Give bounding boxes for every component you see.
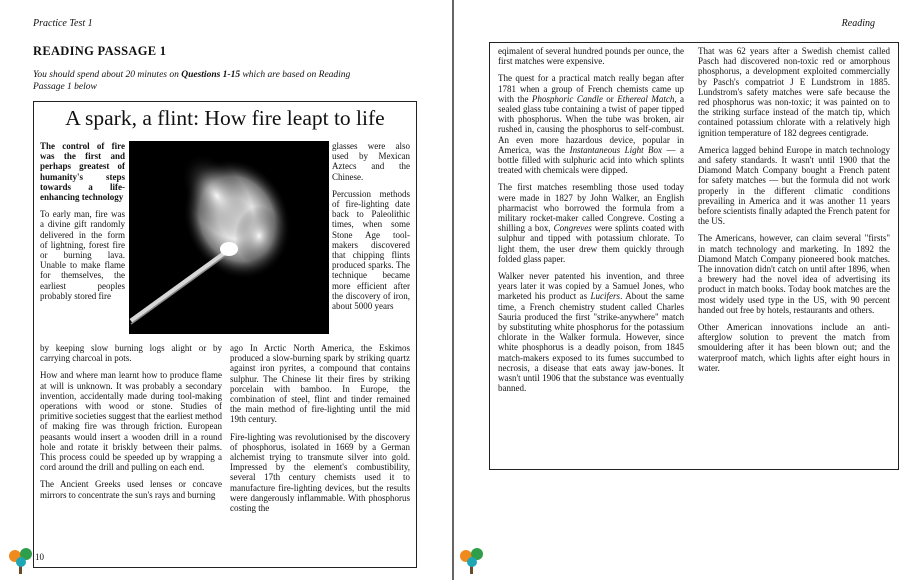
running-header-left: Practice Test 1 (33, 18, 93, 29)
text: The first matches resembling those used today were made in 1827 by John Walker, an English pharmacist who borrowed the formula from a military rocket-maker called Congreve. Costing a shilling a box, (498, 182, 684, 234)
paragraph: Fire-lighting was revolutionised by the discovery of phosphorus, isolated in 1669 by a German alchemist trying to transmute silver into gold. Impressed by the element's combustibility, several 17th century chemists used it to manufacture fire-lighting devices, but the results were dangerously inflammable. With phosphorus costing the (230, 431, 410, 514)
paragraph: Percussion methods of fire-lighting date back to Paleolithic times, when some Stone Age tool-makers discovered that chipping flints produced sparks. The technique became more efficient after the discovery of iron, about 5000 years (332, 188, 410, 312)
paragraph: How and where man learnt how to produce flame at will is unknown. It was probably a secondary invention, accidentally made during tool-making operations with wood or stone. Studies of primitive societies suggest that the earliest method of making fire was through friction. European peasants would insert a wooden drill in a round hole and rotate it briskly between their palms. This process could be speeded up by wrapping a cord around the drill and pulling on each end. (40, 370, 222, 473)
paragraph: That was 62 years after a Swedish chemist called Pasch had discovered non-toxic red or amorphous phosphorus, a development exploited commercially by Pasch's compatriot J E Lundstrom in 1885. Lundstrom's safety matches were safe because the red phosphorus was non-toxic; it was painted on to the striking surface instead of the match tip, which contained potassium chlorate with a relatively high ignition temperature of 182 degrees centigrade. (698, 46, 890, 138)
italic-term: Phosphoric Candle (531, 93, 603, 104)
paragraph: Other American innovations include an anti-afterglow solution to prevent the match from smouldering after it has been blown out; and the waterproof match, which lights after eight hours in water. (698, 322, 890, 373)
italic-term: Lucifers (590, 291, 621, 302)
right-col2 (698, 46, 890, 380)
italic-term: Instantaneous Light Box (569, 144, 663, 155)
paragraph (498, 73, 684, 175)
text: — a bottle filled with sulphuric acid into which splints treated with chemicals were dipped. (498, 144, 684, 176)
instruction-questions: Questions 1-15 (181, 70, 241, 80)
section-title: READING PASSAGE 1 (33, 44, 167, 58)
right-col1 (498, 46, 684, 401)
text: . About the same time, a French chemistry student called Charles Sauria produced the first "strike-anywhere" match by substituting white phosphorus for the potassium chlorate in the Walker formula. However, since white phosphorus is a deadly poison, from 1845 match-makers exposed to its fumes succumbed to necrosis, a disease that eats away jaw-bones. It wasn't until 1906 that the substance was eventually banned. (498, 291, 684, 394)
col1-lower (40, 343, 222, 507)
paragraph (498, 271, 684, 393)
page-number: 10 (35, 552, 44, 562)
match-flame-photo (129, 141, 329, 334)
paragraph: eqimalent of several hundred pounds per ounce, the first matches were expensive. (498, 46, 684, 67)
instruction-post: which are based on Reading Passage 1 below (33, 70, 351, 92)
text: Walker never patented his invention, and three years later it was copied by a Samuel Jones, who marketed his product as (498, 271, 684, 302)
text: or (602, 93, 618, 104)
article-continuation-box (489, 42, 899, 470)
lead-paragraph: The control of fire was the first and perhaps greatest of humanity's steps towards a life-enhancing technology (40, 141, 125, 203)
paragraph: glasses were also used by Mexican Aztecs and the Chinese. (332, 141, 410, 182)
col2-wrapped (332, 141, 410, 318)
article-title: A spark, a flint: How fire leapt to life (65, 106, 385, 130)
paragraph: The Americans, however, can claim several "firsts" in match technology and marketing. In 1892 the Diamond Match Company pioneered book matches. The innovation didn't catch on until after 1896, when a brewery had the novel idea of advertising its product in match books. Today book matches are the most widely used type in the US, with 90 percent handed out free by hotels, restaurants and others. (698, 233, 890, 315)
tree-logo-icon (457, 545, 487, 575)
paragraph: ago In Arctic North America, the Eskimos produced a slow-burning spark by striking quartz against iron pyrites, a compound that contains sulphur. The Chinese lit their fires by striking porcelain with bamboo. In Europe, the combination of steel, flint and tinder remained the main method of fire-lighting until the mid 19th century. (230, 343, 410, 425)
tree-logo-icon (6, 545, 36, 575)
paragraph (498, 182, 684, 264)
paragraph: To early man, fire was a divine gift randomly delivered in the form of lightning, forest fire or burning lava. Unable to make flame for themselves, the earliest peoples probably stored fire (40, 209, 125, 301)
running-header-right: Reading (841, 18, 875, 29)
col2-lower (230, 343, 410, 520)
col1-wrapped (40, 141, 125, 308)
paragraph: The Ancient Greeks used lenses or concave mirrors to concentrate the sun's rays and burning (40, 479, 222, 500)
article-box (33, 101, 417, 568)
instruction (33, 69, 373, 93)
text: were splints coated with sulphur and tipped with potassium chlorate. To light them, the user drew them quickly through folded glass paper. (498, 223, 684, 264)
text: The quest for a practical match really began after 1781 when a group of French chemists came up with the (498, 73, 684, 104)
text: , a sealed glass tube containing a twist of paper tipped with phosphorus. When the tube was broken, air rushed in, causing the phosphorus to self-combust. An even more hazardous device, popular in America, was the (498, 93, 685, 155)
paragraph: by keeping slow burning logs alight or by carrying charcoal in pots. (40, 343, 222, 364)
paragraph: America lagged behind Europe in match technology and safety standards. It wasn't until 1900 that the Diamond Match Company bought a French patent for safety matches — but the formula did not work properly in the different climatic conditions prevailing in America and it was another 11 years before scientists finally adapted the French patent for the US. (698, 144, 890, 227)
italic-term: Congreves (553, 223, 592, 234)
italic-term: Ethereal Match (617, 93, 675, 104)
left-page (0, 0, 452, 580)
instruction-pre: You should spend about 20 minutes on (33, 70, 182, 80)
